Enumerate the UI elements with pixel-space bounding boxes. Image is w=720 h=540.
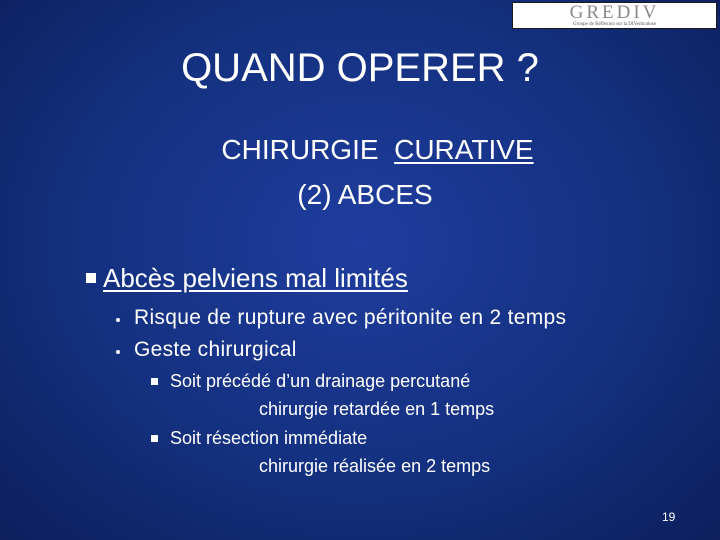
subtitle-chirurgie: CHIRURGIE (221, 134, 379, 165)
subtitle-line-2: (2) ABCES (297, 179, 433, 210)
grediv-logo (512, 2, 717, 29)
logo-name: GREDIV (569, 2, 660, 23)
sub-bullet-2-line-2: chirurgie réalisée en 2 temps (259, 456, 491, 476)
sub-bullet-2-line-1: Soit résection immédiate (170, 428, 368, 448)
section-heading: Abcès pelviens mal limités (103, 263, 408, 293)
bullet-item-2: Geste chirurgical (134, 338, 297, 361)
subtitle-line-1 (0, 133, 720, 167)
slide-title: QUAND OPERER ? (181, 46, 539, 90)
logo-subtext: Groupe de Réflexion sur la DIVerticulose (572, 21, 657, 27)
page-number: 19 (662, 510, 676, 524)
square-bullet-icon (86, 273, 96, 283)
square-bullet-icon (151, 378, 158, 385)
square-bullet-icon (151, 435, 158, 442)
bullet-item-1: Risque de rupture avec péritonite en 2 temps (134, 306, 567, 329)
bullet-dot-icon (116, 318, 120, 322)
bullet-dot-icon (116, 350, 120, 354)
sub-bullet-1-line-1: Soit précédé d’un drainage percutané (170, 371, 471, 391)
subtitle-curative: CURATIVE (394, 134, 534, 165)
sub-bullet-1-line-2: chirurgie retardée en 1 temps (259, 399, 495, 419)
